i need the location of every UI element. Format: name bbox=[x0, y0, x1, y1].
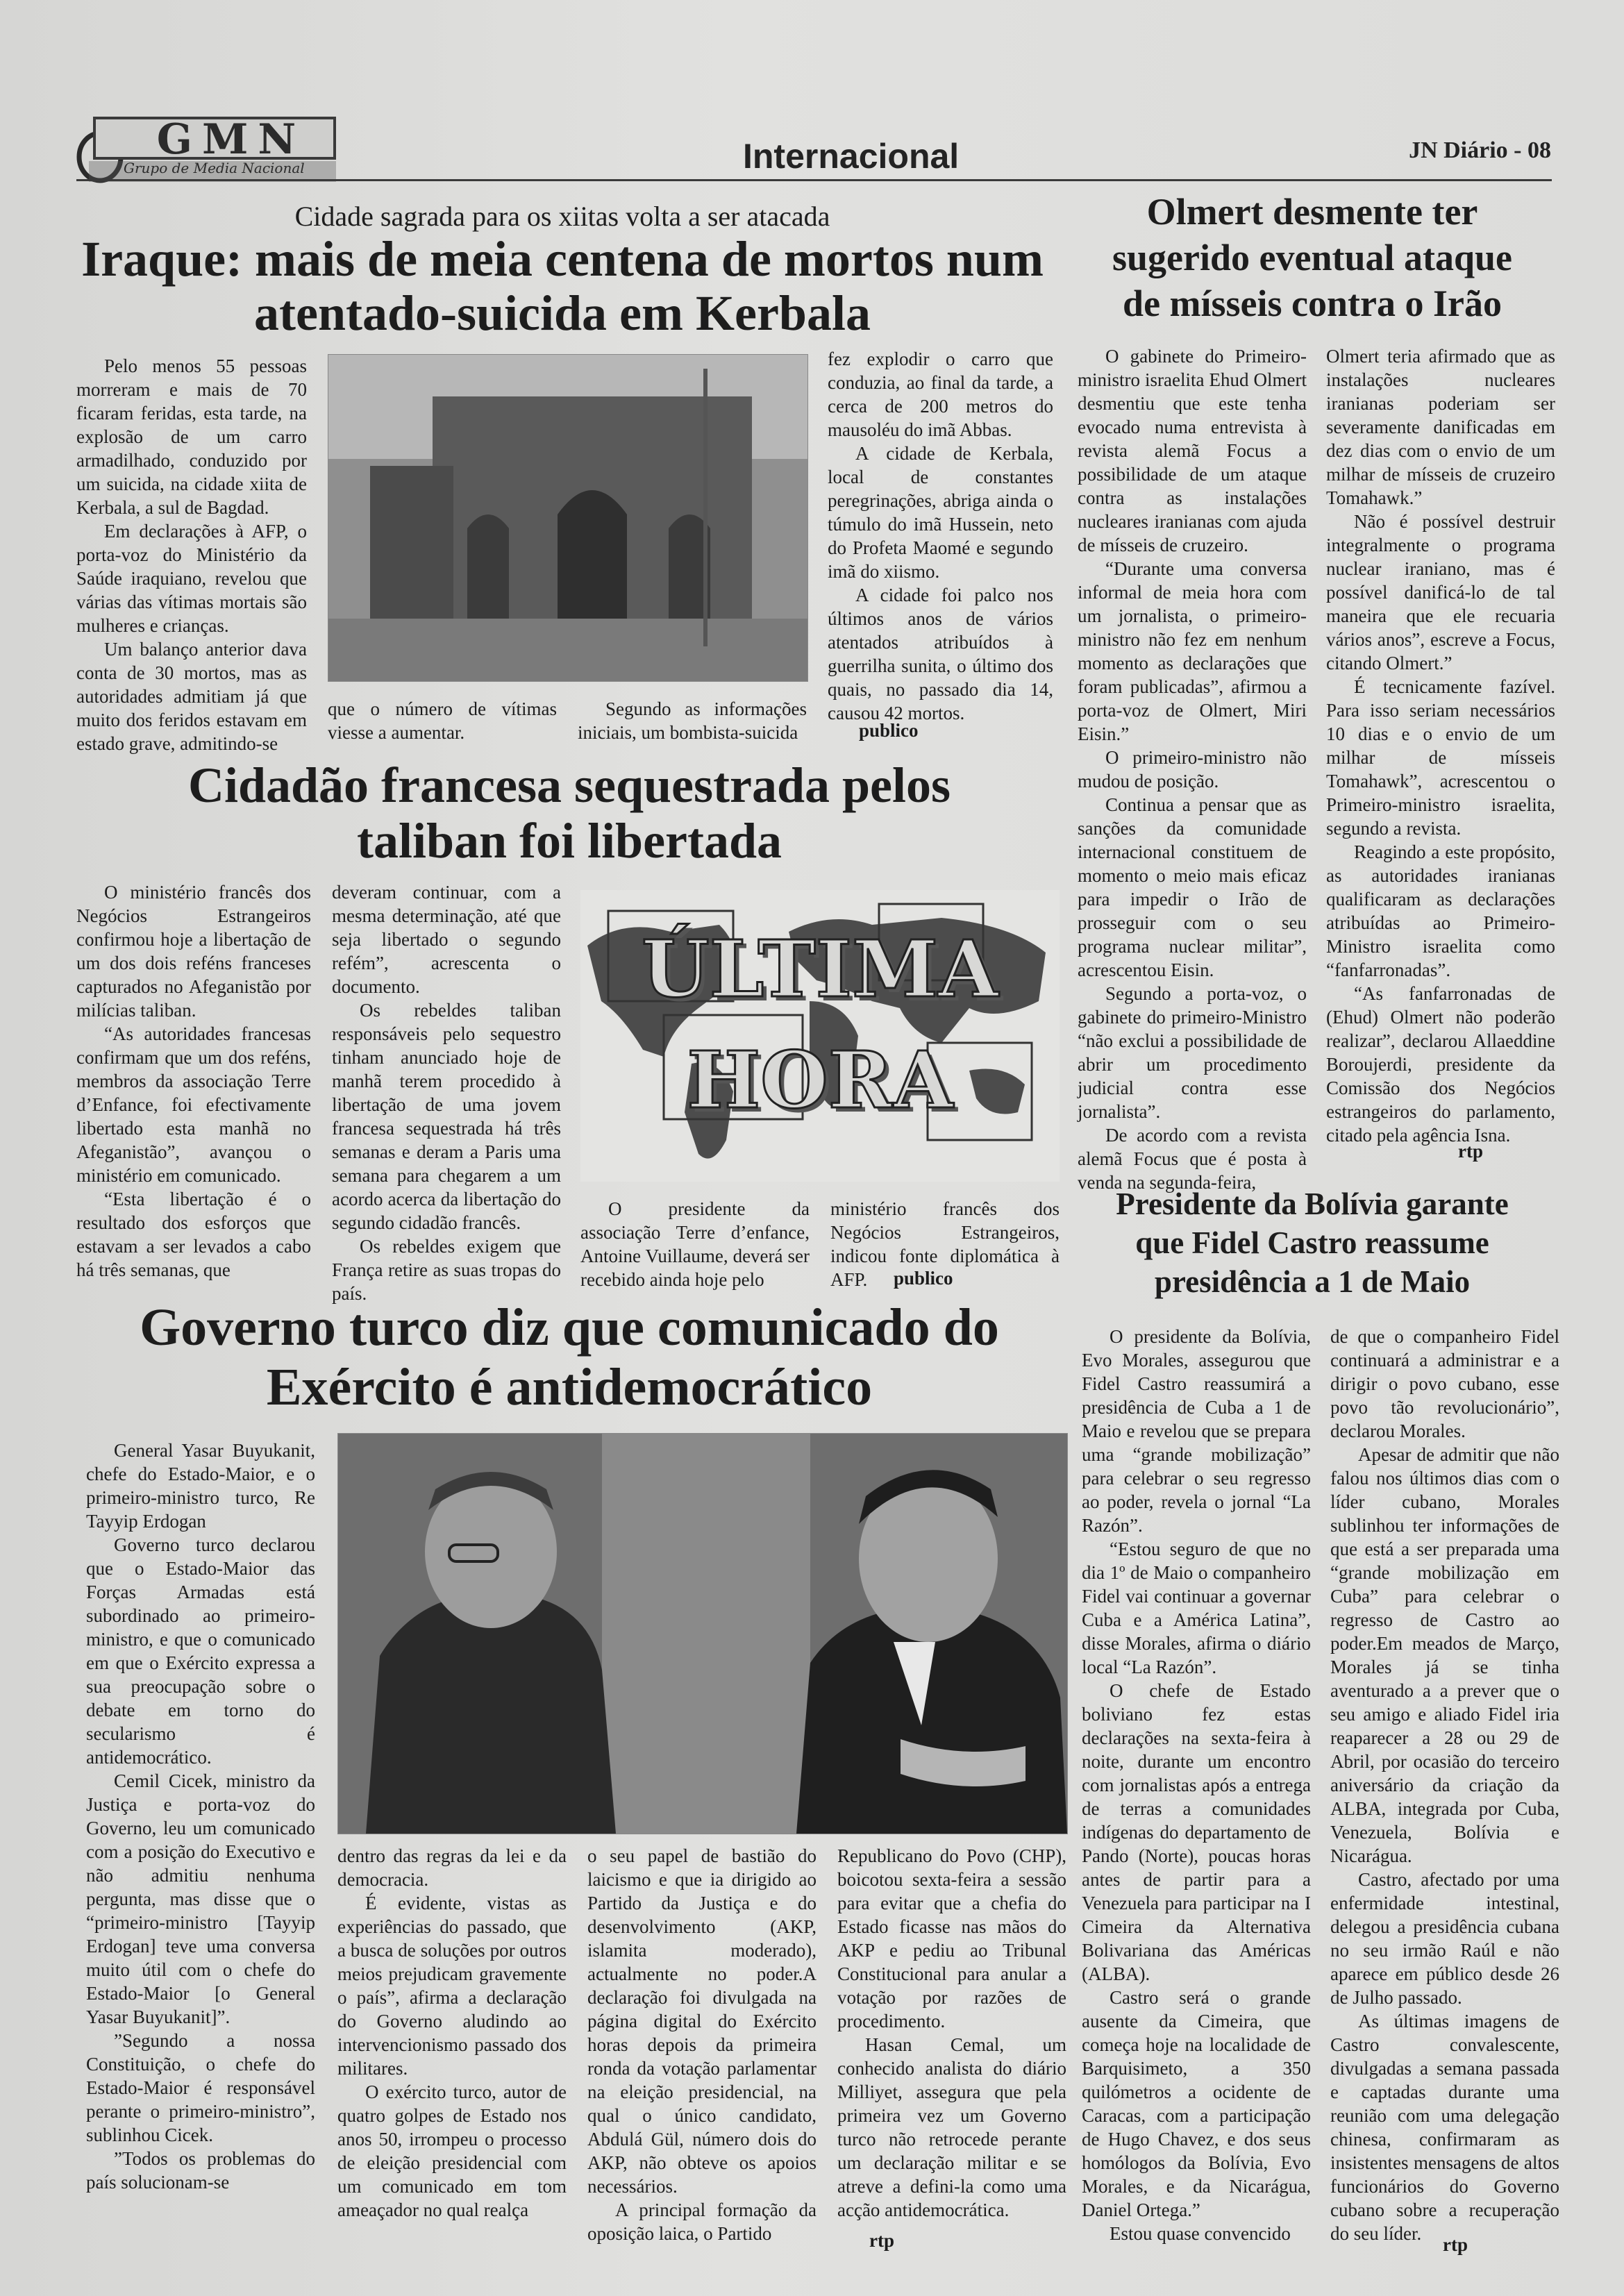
article2-title-line1: Olmert desmente ter bbox=[1146, 191, 1478, 233]
article5-column4 bbox=[837, 1844, 1066, 2233]
paragraph: Governo turco declarou que o Estado-Maior das Forças Armadas está subordinado ao primeiro-ministro, e que o comunicado em que o Exército expressa a sua preocupação sobre o debate em torno do secularismo é antidemocrático. bbox=[86, 1534, 315, 1768]
paragraph: deveram continuar, com a mesma determinação, até que seja libertado o segundo refém”, acrescenta o documento. bbox=[332, 882, 561, 997]
logo-subtitle: Grupo de Media Nacional bbox=[124, 160, 305, 176]
graphic-line2: HORA bbox=[687, 1035, 953, 1126]
paragraph: o seu papel de bastião do laicismo e que ia dirigido ao Partido da Justiça e do desenvolvimento (AKP, islamita moderado), actualmente no poder.A declaração foi divulgada na página digital do Exército horas depois da primeira ronda da votação parlamentar na eleição presidencial, na qual o único candidato, Abdulá Gül, número dois do AKP, não obteve os apoios necessários. bbox=[587, 1845, 817, 2197]
paragraph: Castro será o grande ausente da Cimeira, que começa hoje na localidade de Barquisimeto, a 350 quilómetros a ocidente de Caracas, com a participação de Hugo Chavez, e dos seus homólogos da Bolívia, Evo Morales, e da Nicarágua, Daniel Ortega.” bbox=[1082, 1987, 1311, 2220]
header-rule bbox=[76, 179, 1552, 181]
paragraph: Republicano do Povo (CHP), boicotou sexta-feira a sessão para evitar que a chefia do Estado ficasse nas mãos do AKP e pediu ao Tribunal Constitucional para anular a votação por razões de procedimento. bbox=[837, 1845, 1066, 2031]
article2-title-line3: de mísseis contra o Irão bbox=[1123, 283, 1502, 324]
paragraph: Segundo a porta-voz, o gabinete do primeiro-Ministro “não exclui a possibilidade de abrir um procedimento judicial contra esse jornalista”. bbox=[1078, 983, 1307, 1122]
article2-signature: rtp bbox=[1458, 1141, 1483, 1162]
paragraph: Reagindo a este propósito, as autoridades iranianas qualificaram as declarações atribuídas ao Primeiro-Ministro israelita como “fanfarronadas”. bbox=[1326, 841, 1555, 980]
article1-title-line1: Iraque: mais de meia centena de mortos num bbox=[81, 231, 1044, 287]
paragraph: Não é possível destruir integralmente o programa nuclear iraniano, mas é possível danificá-lo de tal maneira que ele recuaria vários anos”, escreve a Focus, citando Olmert.” bbox=[1326, 511, 1555, 673]
article4-title-line3: presidência a 1 de Maio bbox=[1154, 1264, 1471, 1299]
paragraph: O exército turco, autor de quatro golpes de Estado nos anos 50, irrompeu o processo de eleição presidencial com um comunicado em tom ameaçador no qual realça bbox=[337, 2081, 567, 2220]
logo-text: GMN bbox=[156, 115, 306, 164]
article4-column2 bbox=[1330, 1325, 1559, 2259]
article3-column3 bbox=[580, 1197, 810, 1298]
paragraph: ”Todos os problemas do país solucionam-se bbox=[86, 2148, 315, 2193]
paragraph: “Estou seguro de que no dia 1º de Maio o companheiro Fidel vai continuar a governar Cuba e a América Latina”, disse Morales, afirma o diário local “La Razón”. bbox=[1082, 1539, 1311, 1677]
article4-signature: rtp bbox=[1443, 2234, 1468, 2255]
graphic-line1: ÚLTIMA bbox=[642, 924, 998, 1015]
paragraph: General Yasar Buyukanit, chefe do Estado-Maior, e o primeiro-ministro turco, Re Tayyip Erdogan bbox=[86, 1440, 315, 1532]
paragraph: De acordo com a revista alemã Focus que é posta à venda na segunda-feira, bbox=[1078, 1125, 1307, 1193]
paragraph: Cemil Cicek, ministro da Justiça e porta-voz do Governo, leu um comunicado com a posição do Executivo e não admitiu nenhuma pergunta, mas disse que o “primeiro-ministro [Tayyip Erdogan] teve uma conversa muito útil com o chefe do Estado-Maior [o General Yasar Buyukanit]”. bbox=[86, 1770, 315, 2027]
paragraph: Segundo as informações iniciais, um bombista-suicida bbox=[578, 698, 807, 743]
article3-column1 bbox=[76, 880, 311, 1304]
ultima-hora-graphic bbox=[580, 890, 1060, 1182]
article2-column2 bbox=[1326, 344, 1555, 1164]
paragraph: Um balanço anterior dava conta de 30 mortos, mas as autoridades admitiam já que muito dos feridos estavam em estado grave, admitindo-se bbox=[76, 639, 307, 754]
kerbala-mosque-photo bbox=[328, 354, 808, 682]
gmn-logo bbox=[68, 103, 340, 185]
paragraph: A cidade de Kerbala, local de constantes peregrinações, abriga ainda o túmulo do imã Hussein, neto do Profeta Maomé e segundo imã do xiismo. bbox=[828, 443, 1053, 582]
paragraph: que o número de vítimas viesse a aumentar. bbox=[328, 698, 557, 743]
article3-title-line1: Cidadão francesa sequestrada pelos bbox=[187, 757, 951, 813]
paragraph: As últimas imagens de Castro convalescente, divulgadas a semana passada e captadas durante uma reunião com uma delegação chinesa, confirmaram as insistentes mensagens de altos funcionários do Governo cubano sobre a recuperação do seu líder. bbox=[1330, 2011, 1559, 2244]
paragraph: “Durante uma conversa informal de meia hora com um jornalista, o primeiro-ministro não fez em nenhum momento as declarações que foram publicadas”, afirmou a porta-voz de Olmert, Miri Eisin.” bbox=[1078, 558, 1307, 744]
article5-column1 bbox=[86, 1439, 315, 2272]
article5-column3 bbox=[587, 1844, 817, 2261]
paragraph: Estou quase convencido bbox=[1110, 2223, 1291, 2244]
article1-column4 bbox=[828, 347, 1053, 722]
page-label: JN Diário - 08 bbox=[1409, 137, 1551, 163]
buyukanit-erdogan-photo bbox=[337, 1433, 1068, 1834]
article3-signature: publico bbox=[894, 1268, 953, 1289]
article4-title-line2: que Fidel Castro reassume bbox=[1135, 1225, 1489, 1260]
article1-column3 bbox=[578, 697, 807, 750]
article5-column2 bbox=[337, 1844, 567, 2261]
paragraph: A cidade foi palco nos últimos anos de vários atentados atribuídos à guerrilha sunita, o último dos quais, no passado dia 14, causou 42 mortos. bbox=[828, 585, 1053, 723]
article4-column1 bbox=[1082, 1325, 1311, 2259]
paragraph: É tecnicamente fazível. Para isso seriam necessários 10 dias e o envio de um milhar de mísseis Tomahawk”, acrescentou o Primeiro-ministro israelita, segundo a revista. bbox=[1326, 676, 1555, 839]
section-title: Internacional bbox=[743, 137, 960, 176]
paragraph: Em declarações à AFP, o porta-voz do Ministério da Saúde iraquiano, revelou que várias das vítimas mortais são mulheres e crianças. bbox=[76, 521, 307, 636]
paragraph: Os rebeldes exigem que França retire as suas tropas do país. bbox=[332, 1236, 561, 1304]
paragraph: ”Segundo a nossa Constituição, o chefe do Estado-Maior é responsável perante o primeiro-ministro”, sublinhou Cicek. bbox=[86, 2030, 315, 2145]
article5-title-line1: Governo turco diz que comunicado do bbox=[140, 1298, 999, 1357]
paragraph: Castro, afectado por uma enfermidade intestinal, delegou a presidência cubana no seu irmão Raúl e não aparece em público desde 26 de Julho passado. bbox=[1330, 1869, 1559, 2008]
article5-signature: rtp bbox=[869, 2230, 894, 2251]
paragraph: O chefe de Estado boliviano fez estas declarações na sexta-feira à noite, durante um encontro com jornalistas após a entrega de terras a comunidades indígenas do departamento de Pando (Norte), poucas horas antes de partir para a Venezuela para participar na I Cimeira da Alternativa Bolivariana das Américas (ALBA). bbox=[1082, 1680, 1311, 1984]
paragraph: Olmert teria afirmado que as instalações nucleares iranianas poderiam ser severamente danificadas em dez dias com o envio de um milhar de mísseis de cruzeiro Tomahawk.” bbox=[1326, 346, 1555, 508]
article1-title-line2: atentado-suicida em Kerbala bbox=[254, 285, 871, 341]
article1-kicker: Cidade sagrada para os xiitas volta a ser atacada bbox=[294, 201, 830, 232]
paragraph: O presidente da associação Terre d’enfance, Antoine Vuillaume, deverá ser recebido ainda hoje pelo bbox=[580, 1198, 810, 1290]
paragraph: O gabinete do Primeiro-ministro israelita Ehud Olmert desmentiu que este tenha evocado numa entrevista à revista alemã Focus a possibilidade de um ataque contra as instalações nucleares iranianas com ajuda de mísseis de cruzeiro. bbox=[1078, 346, 1307, 555]
paragraph: Os rebeldes taliban responsáveis pelo sequestro tinham anunciado hoje de manhã terem procedido à libertação de uma jovem francesa sequestrada há três semanas e deram a Paris uma semana para chegarem a um acordo acerca da libertação do segundo cidadão francês. bbox=[332, 1000, 561, 1233]
article3-title-line2: taliban foi libertada bbox=[356, 813, 782, 869]
article4-title-line1: Presidente da Bolívia garante bbox=[1116, 1187, 1509, 1221]
paragraph: “As fanfarronadas de (Ehud) Olmert não poderão realizar”, declarou Allaeddine Boroujerdi, presidente da Comissão dos Negócios estrangeiros do parlamento, citado pela agência Isna. bbox=[1326, 983, 1555, 1146]
paragraph: Apesar de admitir que não falou nos últimos dias com o líder cubano, Morales sublinhou ter informações de que está a ser preparada uma “grande mobilização em Cuba” para celebrar o regresso de Castro ao poder.Em meados de Março, Morales já se tinha aventurado a a prever que o seu amigo e aliado Fidel iria reaparecer a 28 ou 29 de Abril, por ocasião do terceiro aniversário da criação da ALBA, integrada por Cuba, Venezuela, Bolívia e Nicarágua. bbox=[1330, 1444, 1559, 1866]
article3-column2 bbox=[332, 880, 561, 1304]
article1-column1 bbox=[76, 354, 307, 753]
article1-signature: publico bbox=[859, 720, 919, 741]
paragraph: Hasan Cemal, um conhecido analista do diário Milliyet, assegura que pela primeira vez um Governo turco não retrocede perante um declaração militar e se atreve a defini-la como uma acção antidemocrática. bbox=[837, 2034, 1066, 2220]
paragraph: “Esta libertação é o resultado dos esforços que estavam a ser levados a cabo há três semanas, que bbox=[76, 1189, 311, 1280]
paragraph: ministério francês dos Negócios Estrangeiros, indicou fonte diplomática à AFP. bbox=[830, 1198, 1060, 1290]
paragraph: dentro das regras da lei e da democracia. bbox=[337, 1845, 567, 1890]
article5-title-line2: Exército é antidemocrático bbox=[266, 1358, 873, 1416]
paragraph: de que o companheiro Fidel continuará a administrar e a dirigir o povo cubano, esse povo tão revolucionário”, declarou Morales. bbox=[1330, 1326, 1559, 1441]
paragraph: “As autoridades francesas confirmam que um dos reféns, membros da associação Terre d’Enfance, foi efectivamente libertado esta manhã no Afeganistão”, avançou o ministério em comunicado. bbox=[76, 1023, 311, 1186]
article2-title-line2: sugerido eventual ataque bbox=[1112, 237, 1513, 278]
paragraph: O primeiro-ministro não mudou de posição. bbox=[1078, 747, 1307, 791]
paragraph: O ministério francês dos Negócios Estrangeiros confirmou hoje a libertação de um dos dois reféns franceses capturados no Afeganistão por milícias taliban. bbox=[76, 882, 311, 1021]
paragraph: fez explodir o carro que conduzia, ao final da tarde, a cerca de 200 metros do mausoléu do imã Abbas. bbox=[828, 349, 1053, 440]
article1-column2 bbox=[328, 697, 557, 750]
paragraph: O presidente da Bolívia, Evo Morales, assegurou que Fidel Castro reassumirá a presidência de Cuba a 1 de Maio e revelou que se prepara uma “grande mobilização” para celebrar o seu regresso ao poder, revela o jornal “La Razón”. bbox=[1082, 1326, 1311, 1536]
paragraph: A principal formação da oposição laica, o Partido bbox=[587, 2199, 817, 2244]
article2-column1 bbox=[1078, 344, 1307, 1193]
paragraph: Pelo menos 55 pessoas morreram e mais de 70 ficaram feridas, esta tarde, na explosão de um carro armadilhado, conduzido por um suicida, na cidade xiita de Kerbala, a sul de Bagdad. bbox=[76, 355, 307, 518]
paragraph: É evidente, vistas as experiências do passado, que a busca de soluções por outros meios prejudicam gravemente o país”, afirma a declaração do Governo aludindo ao intervencionismo passado dos militares. bbox=[337, 1893, 567, 2079]
paragraph: Continua a pensar que as sanções da comunidade internacional constituem de momento o meio mais eficaz para impedir o Irão de prosseguir com o seu programa nuclear militar”, acrescentou Eisin. bbox=[1078, 794, 1307, 980]
